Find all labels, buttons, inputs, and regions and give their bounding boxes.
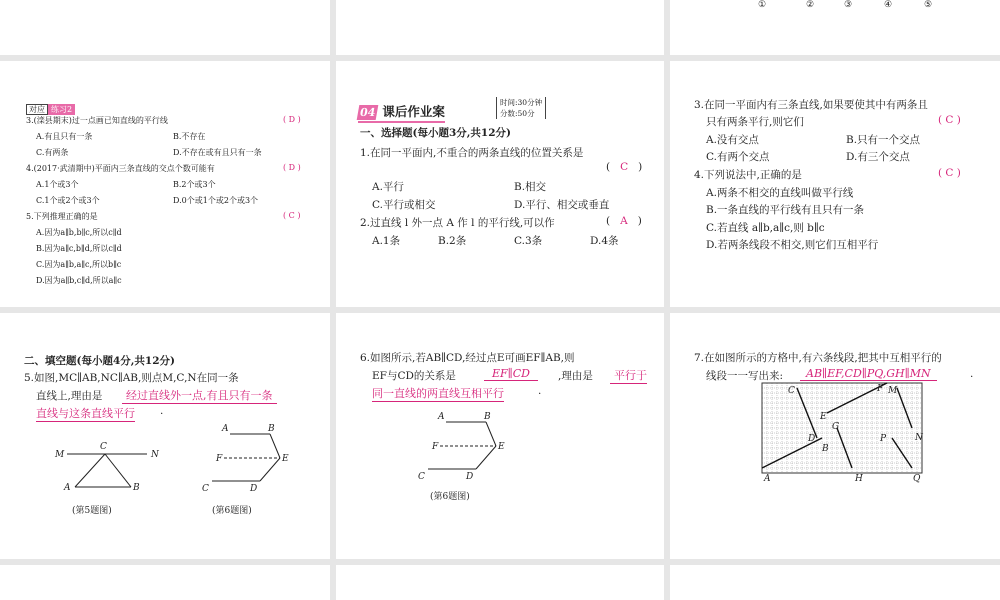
section-fill-title: 二、填空题(每小题4分,共12分) — [24, 355, 176, 367]
circled-number-4: ④ — [884, 0, 893, 10]
circled-number-3: ③ — [844, 0, 853, 10]
label-n: N — [151, 450, 159, 460]
segment-be — [486, 422, 496, 446]
label-e: E — [282, 454, 289, 464]
q4-option-a: A.两条不相交的直线叫做平行线 — [706, 187, 854, 199]
label-c: C — [418, 472, 425, 482]
figure-6-caption: (第6题图) — [212, 506, 252, 516]
label-d: D — [250, 484, 258, 494]
label-d: D — [808, 434, 816, 444]
q7-line1: 7.在如图所示的方格中,有六条线段,把其中互相平行的 — [694, 352, 942, 364]
q3-option-b: B.只有一个交点 — [846, 134, 921, 146]
segment-gh — [837, 428, 852, 468]
q1-stem: 1.在同一平面内,不重合的两条直线的位置关系是 — [360, 147, 584, 159]
q4-answer: ( C ) — [938, 167, 961, 179]
label-a: A — [64, 483, 71, 493]
q5-option-b: B.因为a∥c,b∥d,所以c∥d — [36, 244, 122, 253]
label-e: E — [498, 442, 505, 452]
grid-lines — [762, 383, 922, 473]
q7-line2-prefix: 线段一一写出来: — [706, 370, 784, 382]
q4-option-c: C.1个或2个或3个 — [36, 196, 100, 205]
q3-option-a: A.有且只有一条 — [36, 132, 93, 141]
q6-line2-mid: ,理由是 — [558, 370, 593, 382]
label-c: C — [202, 484, 209, 494]
figure-6-caption: (第6题图) — [430, 492, 470, 502]
segment-ed — [260, 458, 280, 481]
badge-title: 课后作业案 — [382, 104, 445, 119]
grid-figure — [762, 383, 932, 483]
q5-stem: 5.下列推理正确的是 — [26, 212, 98, 221]
q3-option-b: B.不存在 — [173, 132, 206, 141]
label-a: A — [764, 474, 771, 484]
q5-line1: 5.如图,MC∥AB,NC∥AB,则点M,C,N在同一条 — [24, 372, 239, 384]
q3-option-d: D.不存在或有且只有一条 — [173, 148, 262, 157]
homework-badge — [358, 101, 445, 123]
q6-period: . — [538, 385, 542, 397]
label-e: E — [820, 412, 827, 422]
q2-answer-bracket: ( A ) — [606, 215, 642, 227]
figure-5 — [55, 441, 165, 501]
q6-fill-reason-1: 平行于 — [610, 367, 647, 384]
label-b: B — [133, 483, 140, 493]
label-n: N — [915, 433, 923, 443]
label-c: C — [788, 386, 795, 396]
card-top-left — [0, 0, 330, 55]
q3-option-d: D.有三个交点 — [846, 151, 910, 163]
time-limit: 时间:30分钟 — [500, 98, 543, 107]
score-total: 分数:50分 — [500, 109, 535, 118]
segment-ed — [476, 446, 496, 469]
label-b: B — [484, 412, 491, 422]
card-bottom-left — [0, 565, 330, 600]
card-bottom-center — [336, 565, 664, 600]
label-g: G — [832, 422, 840, 432]
q5-option-d: D.因为a∥b,c∥d,所以a∥c — [36, 276, 122, 285]
label-p: P — [880, 434, 887, 444]
label-d: D — [466, 472, 474, 482]
card-bottom-right — [670, 565, 1000, 600]
q4-option-c: C.若直线 a∥b,a∥c,则 b∥c — [706, 222, 825, 234]
q3-stem-line2: 只有两条平行,则它们 — [706, 116, 804, 128]
label-m: M — [55, 450, 65, 460]
q2-option-a: A.1条 — [372, 235, 401, 247]
card-question-6 — [336, 313, 664, 559]
q5-fill-line2: 直线与这条直线平行 — [36, 407, 135, 420]
card-top-center — [336, 0, 664, 55]
q1-option-c: C.平行或相交 — [372, 199, 436, 211]
figure-5-caption: (第5题图) — [72, 506, 112, 516]
card-exercise-2 — [0, 61, 330, 307]
q4-option-b: B.一条直线的平行线有且只有一条 — [706, 204, 865, 216]
label-f: F — [216, 454, 223, 464]
q3-option-a: A.没有交点 — [706, 134, 759, 146]
label-f: F — [432, 442, 439, 452]
q4-stem: 4.(2017·武清期中)平面内三条直线的交点个数可能有 — [26, 164, 215, 173]
figure-6 — [414, 409, 524, 489]
exercise-header — [26, 97, 75, 114]
segment-mn — [897, 388, 912, 428]
card-top-right — [670, 0, 1000, 55]
card-question-7 — [670, 313, 1000, 559]
q3-stem: 3.(滦县期末)过一点画已知直线的平行线 — [26, 116, 168, 125]
label-b: B — [822, 444, 829, 454]
time-score-box — [496, 97, 546, 119]
q3-option-c: C.有两条 — [36, 148, 69, 157]
label-a: A — [438, 412, 445, 422]
q2-option-d: D.4条 — [590, 235, 619, 247]
q4-option-a: A.1个或3个 — [36, 180, 79, 189]
q6-fill-relation: EF∥CD — [484, 367, 538, 381]
q5-line2: 直线上,理由是 — [36, 390, 103, 402]
q2-stem: 2.过直线 l 外一点 A 作 l 的平行线,可以作 — [360, 217, 555, 229]
q1-answer: C — [620, 161, 629, 173]
q4-option-d: D.0个或1个或2个或3个 — [173, 196, 259, 205]
q3-option-c: C.有两个交点 — [706, 151, 770, 163]
label-h: H — [855, 474, 863, 484]
segment-ca — [75, 454, 105, 487]
q6-line2-prefix: EF与CD的关系是 — [372, 370, 456, 382]
label-m: M — [888, 386, 898, 396]
q7-fill-answer: AB∥EF,CD∥PQ,GH∥MN — [800, 367, 937, 381]
circled-number-1: ① — [758, 0, 767, 10]
section-choice-title: 一、选择题(每小题3分,共12分) — [360, 127, 512, 139]
q3-answer: ( C ) — [938, 114, 961, 126]
label-f: F — [877, 384, 884, 394]
figure-6-small — [198, 421, 308, 501]
q2-option-c: C.3条 — [514, 235, 543, 247]
q4-option-b: B.2个或3个 — [173, 180, 216, 189]
label-b: B — [268, 424, 275, 434]
q2-option-b: B.2条 — [438, 235, 467, 247]
segment-cb — [105, 454, 131, 487]
q6-fill-reason-2: 同一直线的两直线互相平行 — [372, 387, 504, 400]
q3-answer: ( D ) — [283, 115, 301, 124]
q5-answer: ( C ) — [283, 211, 301, 220]
q4-answer: ( D ) — [283, 163, 301, 172]
header-label: 对应 — [26, 104, 48, 115]
label-q: Q — [913, 474, 921, 484]
q1-option-b: B.相交 — [514, 181, 547, 193]
q2-answer: A — [620, 215, 628, 227]
q1-option-d: D.平行、相交或垂直 — [514, 199, 610, 211]
label-a: A — [222, 424, 229, 434]
q7-period: . — [970, 368, 974, 380]
badge-number: 04 — [357, 105, 379, 120]
q4-option-d: D.若两条线段不相交,则它们互相平行 — [706, 239, 879, 251]
q5-option-c: C.因为a∥b,a∥c,所以b∥c — [36, 260, 122, 269]
label-c: C — [100, 442, 107, 452]
circled-number-2: ② — [806, 0, 815, 10]
q5-option-a: A.因为a∥b,b∥c,所以c∥d — [36, 228, 122, 237]
circled-number-5: ⑤ — [924, 0, 933, 10]
card-fill-blank — [0, 313, 330, 559]
q5-fill-line1: 经过直线外一点,有且只有一条 — [122, 387, 277, 404]
segment-be — [270, 434, 280, 458]
header-badge: 练习2 — [48, 104, 75, 115]
q4-stem: 4.下列说法中,正确的是 — [694, 169, 802, 181]
q1-answer-bracket: ( C ) — [606, 161, 643, 173]
q1-option-a: A.平行 — [372, 181, 404, 193]
card-right-questions — [670, 61, 1000, 307]
q5-period: . — [160, 405, 164, 417]
card-homework — [336, 61, 664, 307]
q6-line1: 6.如图所示,若AB∥CD,经过点E可画EF∥AB,则 — [360, 352, 575, 364]
q3-stem-line1: 3.在同一平面内有三条直线,如果要使其中有两条且 — [694, 99, 928, 111]
